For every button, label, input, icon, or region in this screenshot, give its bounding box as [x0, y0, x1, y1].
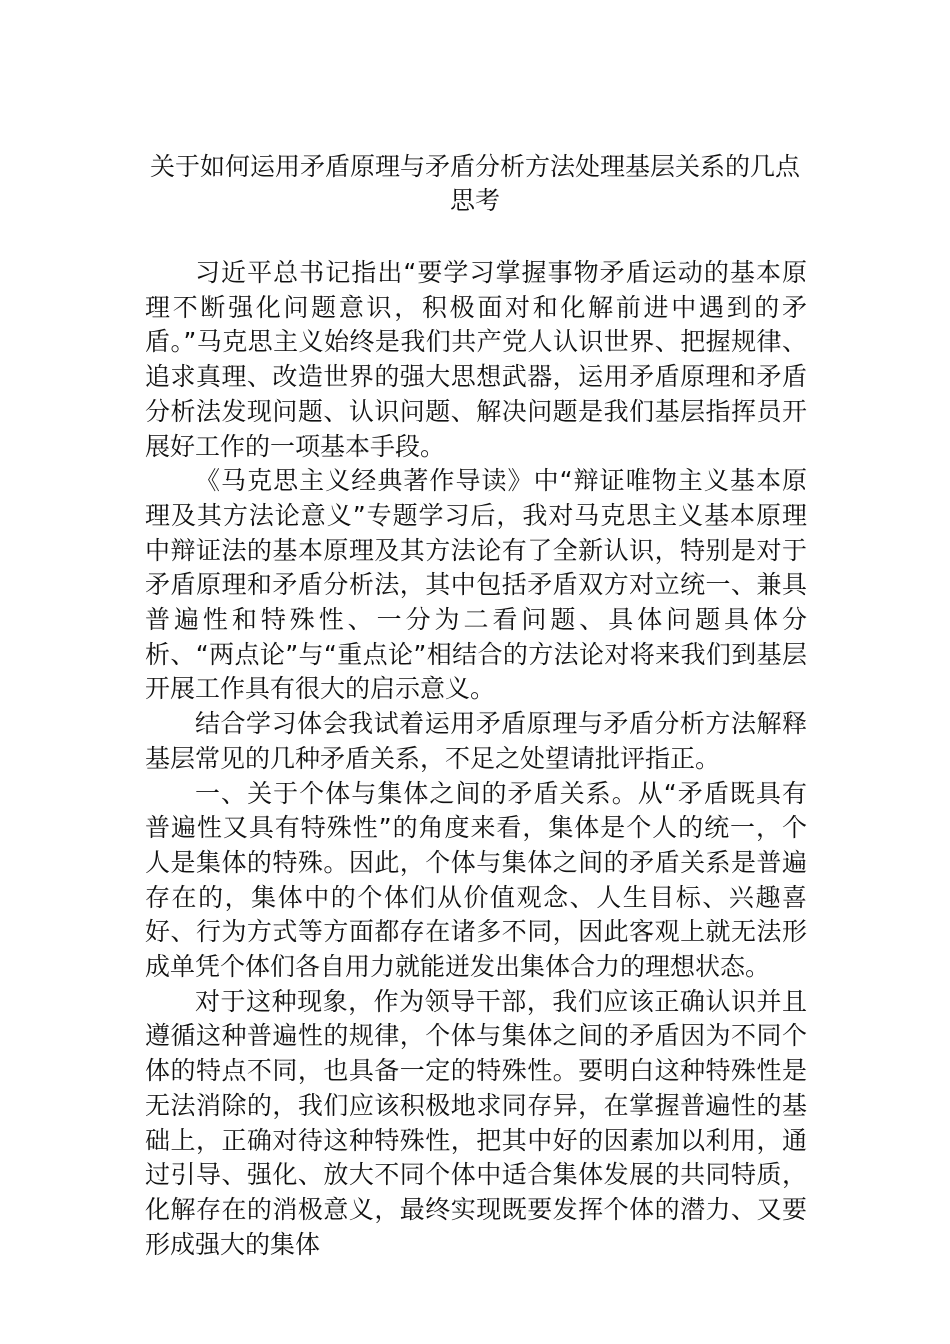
document-body: [145, 256, 807, 1262]
paragraph-4: 一、关于个体与集体之间的矛盾关系。从“矛盾既具有普遍性又具有特殊性”的角度来看，集体是个人的统一，个人是集体的特殊。因此，个体与集体之间的矛盾关系是普遍存在的，集体中的个体们从价值观念、人生目标、兴趣喜好、行为方式等方面都存在诸多不同，因此客观上就无法形成单凭个体们各自用力就能迸发出集体合力的理想状态。: [145, 778, 807, 982]
paragraph-3: 结合学习体会我试着运用矛盾原理与矛盾分析方法解释基层常见的几种矛盾关系，不足之处望请批评指正。: [145, 709, 807, 773]
paragraph-2: 《马克思主义经典著作导读》中“辩证唯物主义基本原理及其方法论意义”专题学习后，我对马克思主义基本原理中辩证法的基本原理及其方法论有了全新认识，特别是对于矛盾原理和矛盾分析法，其中包括矛盾双方对立统一、兼具普遍性和特殊性、一分为二看问题、具体问题具体分析、“两点论”与“重点论”相结合的方法论对将来我们到基层开展工作具有很大的启示意义。: [145, 466, 807, 704]
document-title: 关于如何运用矛盾原理与矛盾分析方法处理基层关系的几点思考: [149, 152, 800, 215]
paragraph-1: 习近平总书记指出“要学习掌握事物矛盾运动的基本原理不断强化问题意识，积极面对和化解前进中遇到的矛盾。”马克思主义始终是我们共产党人认识世界、把握规律、追求真理、改造世界的强大思想武器，运用矛盾原理和矛盾分析法发现问题、认识问题、解决问题是我们基层指挥员开展好工作的一项基本手段。: [145, 258, 807, 461]
paragraph-5: 对于这种现象，作为领导干部，我们应该正确认识并且遵循这种普遍性的规律，个体与集体之间的矛盾因为不同个体的特点不同，也具备一定的特殊性。要明白这种特殊性是无法消除的，我们应该积极地求同存异，在掌握普遍性的基础上，正确对待这种特殊性，把其中好的因素加以利用，通过引导、强化、放大不同个体中适合集体发展的共同特质，化解存在的消极意义，最终实现既要发挥个体的潜力、又要形成强大的集体: [145, 986, 807, 1259]
